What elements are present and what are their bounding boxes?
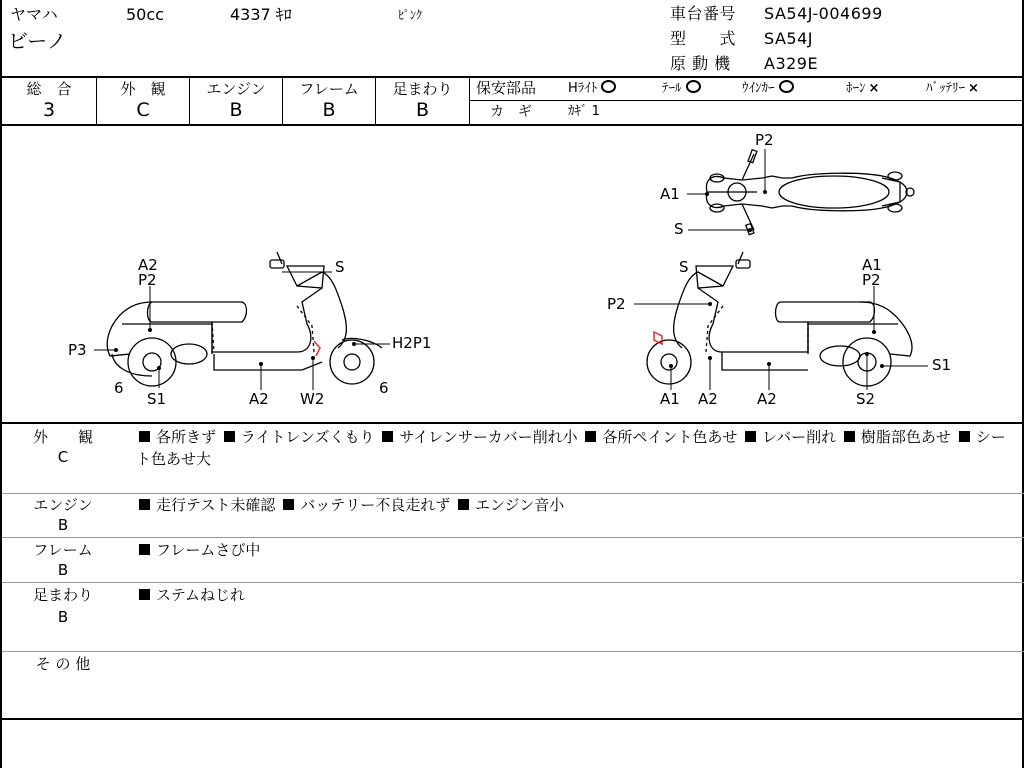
grade-overall	[2, 78, 97, 124]
grade-value: B	[415, 99, 430, 121]
bullet-square-icon	[139, 499, 150, 510]
label-right-a1: A1	[862, 256, 882, 274]
remark-category: エンジン	[33, 496, 93, 514]
bullet-square-icon	[382, 431, 393, 442]
remarks-exterior	[2, 424, 1024, 494]
winker-item	[742, 80, 794, 98]
grade-value: B	[229, 99, 243, 121]
header	[2, 0, 1024, 78]
remark-item: 樹脂部色あせ	[860, 428, 951, 446]
headlight-item	[568, 80, 616, 98]
remark-items	[136, 584, 1008, 606]
grade-value: B	[322, 99, 336, 121]
remark-item: サイレンサーカバー削れ小	[399, 428, 578, 446]
bottom-divider	[2, 718, 1024, 720]
safety-title: 保安部品	[476, 79, 537, 97]
remark-item: 各所きず	[156, 428, 217, 446]
grade-label: 足まわり	[392, 80, 453, 98]
label-right-p2: P2	[862, 271, 881, 289]
circle-ok-icon	[779, 80, 794, 93]
label-left-6b: 6	[379, 379, 389, 397]
label-left-s: S	[335, 258, 345, 276]
remark-item: フレームさび中	[156, 541, 261, 559]
grades-row	[2, 78, 1024, 126]
headlight-label: Hﾗｲﾄ	[568, 81, 598, 96]
remarks-frame	[2, 538, 1024, 583]
label-left-6a: 6	[114, 379, 124, 397]
bullet-square-icon	[283, 499, 294, 510]
cross-ng-icon: ×	[868, 81, 880, 96]
label-left-s1: S1	[147, 390, 167, 408]
remark-items	[136, 426, 1008, 470]
remark-category: フレーム	[33, 541, 93, 559]
bullet-square-icon	[458, 499, 469, 510]
damage-diagram	[2, 126, 1024, 424]
remark-grade: B	[57, 608, 69, 626]
label-right-p2b: P2	[607, 295, 626, 313]
remark-category: そ の 他	[35, 655, 91, 673]
grade-label: 外 観	[120, 80, 166, 98]
remark-grade: C	[57, 448, 69, 466]
label-left-a2b: A2	[249, 390, 269, 408]
engine-label: 原 動 機	[670, 54, 731, 73]
engine-value: A329E	[764, 54, 819, 73]
remark-grade: B	[57, 516, 69, 534]
battery-label: ﾊﾞｯﾃﾘｰ	[926, 81, 965, 96]
bullet-square-icon	[959, 431, 970, 442]
mileage: 4337 ｷﾛ	[230, 5, 292, 24]
grade-label: エンジン	[206, 80, 266, 98]
grade-label: フレーム	[299, 80, 359, 98]
engine-row	[670, 55, 818, 73]
remark-category: 足まわり	[32, 586, 93, 604]
type-row	[670, 30, 813, 48]
model-name: ビーノ	[8, 29, 67, 53]
grade-suspension	[376, 78, 470, 124]
remark-items	[136, 494, 1008, 516]
label-left-h2p1: H2P1	[392, 334, 432, 352]
horn-label: ﾎｰﾝ	[846, 81, 866, 96]
label-right-a1b: A1	[660, 390, 680, 408]
key-label: カ ギ	[490, 104, 532, 120]
key-value: ｶｷﾞ 1	[568, 104, 600, 119]
label-left-w2: W2	[300, 390, 325, 408]
label-right-s1: S1	[932, 356, 952, 374]
maker: ヤマハ	[10, 5, 58, 24]
scooter-top-view	[706, 150, 914, 235]
label-right-s: S	[679, 258, 689, 276]
label-right-a2: A2	[698, 390, 718, 408]
label-left-p2: P2	[138, 271, 157, 289]
remark-item: ライトレンズくもり	[240, 428, 375, 446]
bullet-square-icon	[139, 589, 150, 600]
frame-number-row	[670, 5, 883, 23]
bullet-square-icon	[139, 544, 150, 555]
type-value: SA54J	[764, 29, 813, 48]
label-top-s: S	[674, 220, 684, 238]
body-color: ﾋﾟﾝｸ	[398, 8, 423, 22]
remark-item: 各所ペイント色あせ	[602, 428, 738, 446]
frame-number-label: 車台番号	[670, 4, 737, 23]
bullet-square-icon	[139, 431, 150, 442]
winker-label: ｳｲﾝｶｰ	[742, 81, 775, 96]
key-row	[470, 101, 1024, 124]
label-left-p3: P3	[68, 341, 87, 359]
remarks-suspension	[2, 583, 1024, 652]
remark-item: シート色あせ大	[136, 428, 1006, 468]
label-right-s2: S2	[856, 390, 876, 408]
bullet-square-icon	[745, 431, 756, 442]
label-top-a1: A1	[660, 185, 680, 203]
label-left-a2: A2	[138, 256, 158, 274]
remarks-engine	[2, 494, 1024, 538]
bullet-square-icon	[224, 431, 235, 442]
grade-engine	[190, 78, 283, 124]
grade-value: 3	[42, 99, 56, 121]
remark-item: バッテリー不良走れず	[300, 496, 451, 514]
grade-exterior	[97, 78, 190, 124]
circle-ok-icon	[686, 80, 701, 93]
taillight-item	[662, 80, 701, 98]
remark-item: エンジン音小	[474, 496, 565, 514]
safety-row	[470, 78, 1024, 101]
remarks-other	[2, 652, 1024, 718]
type-label: 型 式	[670, 29, 737, 48]
frame-number: SA54J-004699	[764, 4, 883, 23]
remark-grade: B	[57, 561, 69, 579]
safety-parts	[470, 78, 1024, 124]
label-top-p2: P2	[755, 131, 774, 149]
grade-frame	[283, 78, 376, 124]
cross-ng-icon: ×	[968, 81, 979, 96]
taillight-label: ﾃｰﾙ	[662, 81, 682, 96]
grade-label: 総 合	[26, 80, 72, 98]
displacement: 50cc	[126, 5, 164, 24]
grade-value: C	[136, 99, 150, 121]
remark-item: ステムねじれ	[156, 586, 245, 604]
battery-item	[926, 80, 979, 98]
circle-ok-icon	[601, 80, 616, 93]
bullet-square-icon	[844, 431, 855, 442]
label-right-a2b: A2	[757, 390, 777, 408]
bullet-square-icon	[585, 431, 596, 442]
horn-item	[846, 80, 879, 98]
remark-item: 走行テスト未確認	[156, 496, 276, 514]
remark-category: 外 観	[32, 428, 93, 446]
remark-item: レバー削れ	[762, 428, 837, 446]
remark-items	[136, 539, 1008, 561]
